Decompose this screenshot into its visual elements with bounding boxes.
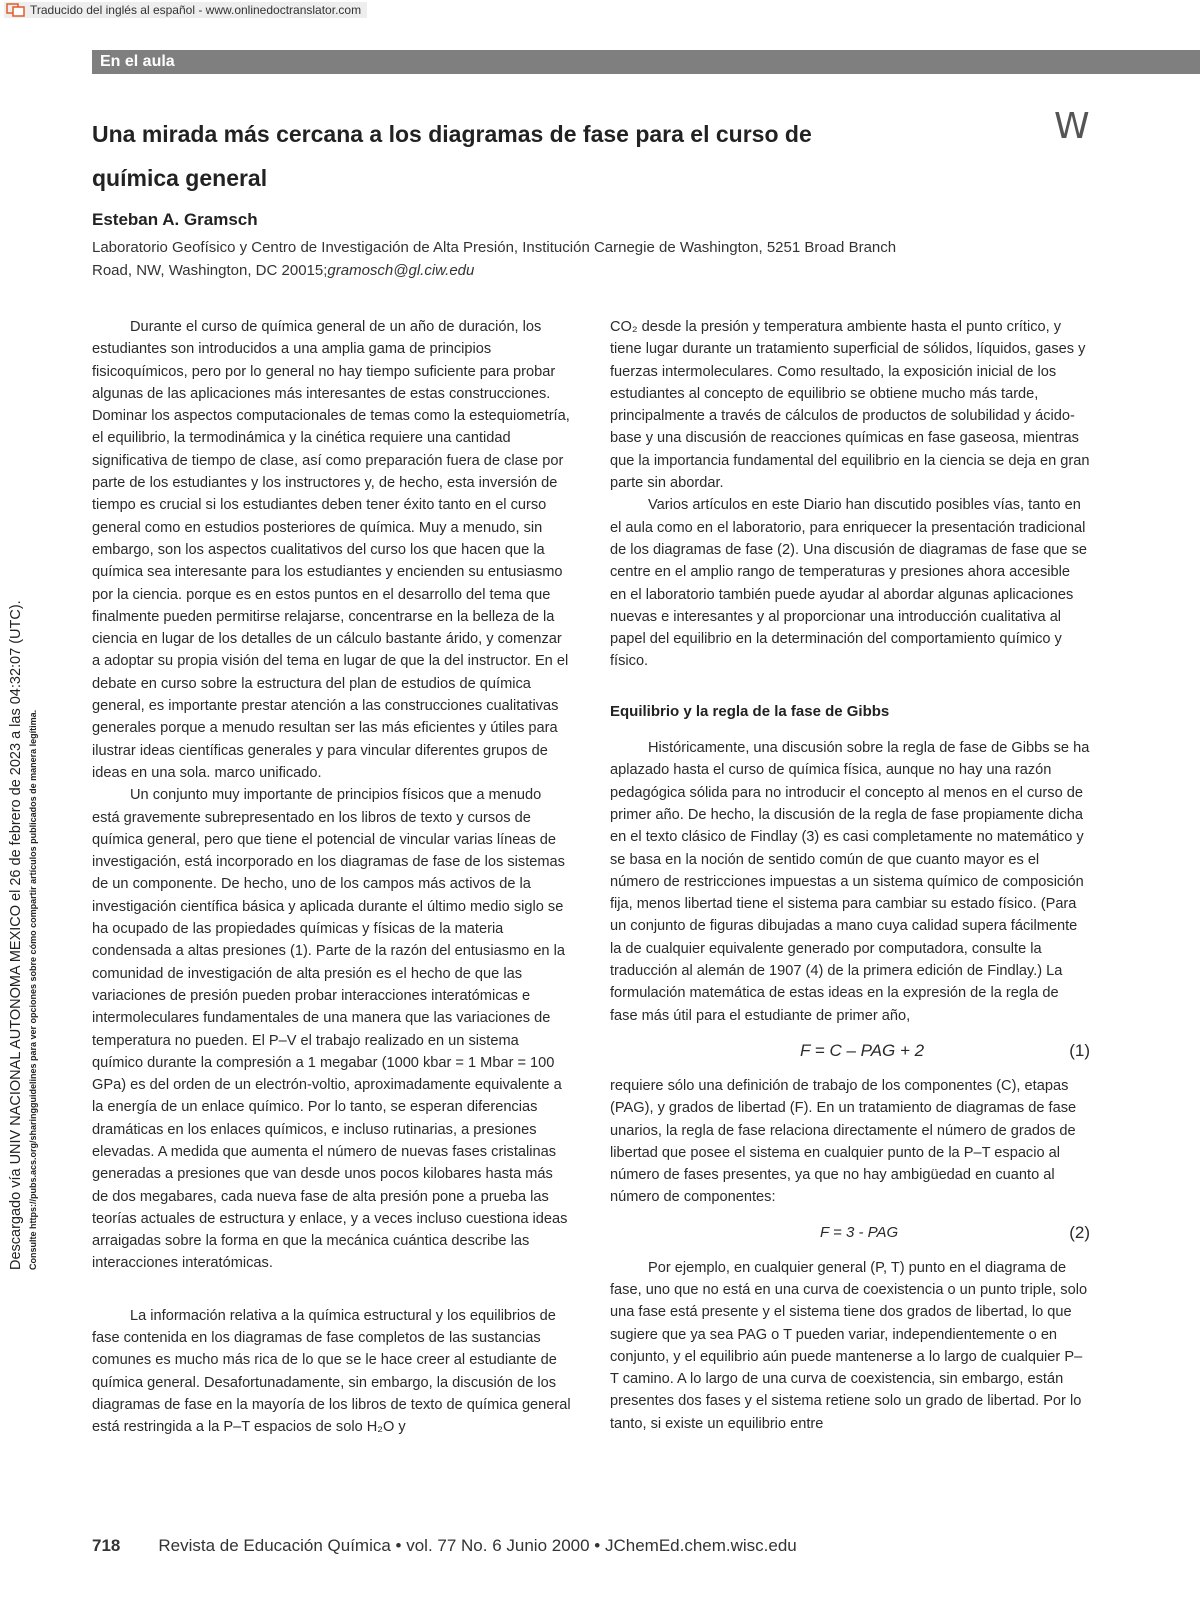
left-column: [92, 316, 572, 1439]
right-paragraph-1: CO₂ desde la presión y temperatura ambiente hasta el punto crítico, y tiene lugar durante un tratamiento superficial de sólidos, líquidos, gases y fuerzas intermoleculares. Como resultado, la exposición inicial de los estudiantes al concepto de equilibrio se obtiene mucho más tarde, principalmente a través de cálculos de productos de solubilidad y ácido-base y una discusión de reacciones químicas en fase gaseosa, mientras que la importancia fundamental del equilibrio en la ciencia se deja en gran parte sin abordar.: [610, 319, 1090, 492]
right-paragraph-4: requiere sólo una definición de trabajo de los componentes (C), etapas (PAG), y grados de libertad (F). En un tratamiento de diagramas de fase unarios, la regla de fase relaciona directamente el número de grados de libertad que posee el sistema en cualquier punto de la P–T espacio al número de fases presentes, ya que no hay ambigüedad en cuanto al número de componentes:: [610, 1077, 1077, 1206]
page-number: 718: [92, 1536, 121, 1555]
section-heading: Equilibrio y la regla de la fase de Gibbs: [610, 702, 890, 720]
equation-2: [610, 1211, 1090, 1255]
affiliation-text: Laboratorio Geofísico y Centro de Investigación de Alta Presión, Institución Carnegie de Washington, 5251 Broad Branch Road, NW, Washington, DC 20015;: [92, 239, 897, 279]
right-paragraph-2: Varios artículos en este Diario han discutido posibles vías, tanto en el aula como en el laboratorio, para enriquecer la presentación tradicional de los diagramas de fase (2). Una discusión de diagramas de fase que se centre en el amplio rango de temperaturas y presiones ahora accesible en el laboratorio también puede ayudar al abordar algunas aplicaciones nuevas e interesantes y al proporcionar una introducción cualitativa al papel del equilibrio en la determinación del comportamiento químico y físico.: [610, 497, 1088, 670]
journal-citation[interactable]: Revista de Educación Química • vol. 77 No. 6 Junio 2000 • JChemEd.chem.wisc.edu: [158, 1536, 797, 1555]
equation-2-number: (2): [1069, 1222, 1090, 1242]
section-label: En el aula: [92, 50, 1200, 74]
translation-banner[interactable]: [4, 2, 367, 18]
affiliation: [92, 236, 922, 282]
left-paragraph-2: Un conjunto muy importante de principios físicos que a menudo está gravemente subrepresentado en los libros de texto y cursos de química general, pero que tiene el potencial de vincular varias líneas de investigación, está incorporado en los diagramas de fase de los sistemas de un componente. De hecho, uno de los campos más activos de la investigación científica básica y aplicada durante el último medio siglo se ha ocupado de las propiedades químicas y físicas de la materia condensada a altas presiones (1). Parte de la razón del entusiasmo en la comunidad de investigación de alta presión es el hecho de que las variaciones de presión pueden probar interacciones interatómicas e intermoleculares fundamentales de una manera que las variaciones de temperatura no pueden. El P–V el trabajo realizado en un sistema químico durante la compresión a 1 megabar (1000 kbar = 1 Mbar = 100 GPa) es del orden de un electrón-voltio, aproximadamente equivalente a la energía de un enlace químico. Por lo tanto, se esperan diferencias dramáticas en los enlaces químicos, e incluso rutinarias, a presiones elevadas. A medida que aumenta el número de nuevas fases cristalinas generadas a presiones que van desde unos pocos kilobares hasta más de dos megabares, cada nueva fase de alta presión pone a prueba las teorías actuales de estructura y enlace, y a veces incluso cuestiona ideas arraigadas sobre la forma en que la mecánica cuántica describe las interacciones interatómicas.: [92, 787, 568, 1272]
right-paragraph-3: Históricamente, una discusión sobre la regla de fase de Gibbs se ha aplazado hasta el curso de química física, aunque no hay una razón pedagógica sólida para no introducir el concepto al menos en el curso de primer año. De hecho, la discusión de la regla de fase propiamente dicha en el texto clásico de Findlay (3) es casi completamente no matemático y se basa en la noción de sentido común de que cuanto mayor es el número de restricciones impuestas a un sistema químico de composición fija, menos libertad tiene el sistema para cambiar su estado físico. (Para un conjunto de figuras dibujadas a mano cuya calidad supera fácilmente la de cualquier equivalente generado por computadora, consulte la traducción al alemán de 1907 (4) de la primera edición de Findlay.) La formulación matemática de estas ideas en la expresión de la regla de fase más útil para el estudiante de primer año,: [610, 740, 1090, 1024]
web-enhanced-icon: W: [1054, 106, 1090, 147]
banner-text: Traducido del inglés al español - www.onlinedoctranslator.com: [30, 3, 362, 17]
author-name: Esteban A. Gramsch: [92, 210, 258, 229]
translate-icon: [6, 3, 26, 17]
page-footer: [92, 1536, 797, 1556]
equation-2-expression: F = 3 - PAG: [820, 1223, 899, 1241]
right-column: [610, 316, 1090, 1435]
right-paragraph-5: Por ejemplo, en cualquier general (P, T) punto en el diagrama de fase, uno que no está en una curva de coexistencia o un punto triple, solo una fase está presente y el sistema tiene dos grados de libertad, lo que sugiere que ya sea PAG o T pueden variar, independientemente o en conjunto, y el equilibrio aún puede mantenerse a lo largo de cualquier P–T camino. A lo largo de una curva de coexistencia, sin embargo, están presentes dos fases y el sistema retiene solo un grado de libertad. Por lo tanto, si existe un equilibrio entre: [610, 1259, 1088, 1432]
equation-1-number: (1): [1069, 1040, 1090, 1060]
download-notice-line2: Consulte https://pubs.acs.org/sharingguidelines para ver opciones sobre cómo compartir artículos publicados de manera legítima.: [28, 709, 38, 1270]
author-email[interactable]: gramosch@gl.ciw.edu: [327, 262, 475, 279]
left-paragraph-3: La información relativa a la química estructural y los equilibrios de fase contenida en los diagramas de fase completos de las sustancias comunes es mucho más rica de lo que se le hace creer al estudiante de química general. Desafortunadamente, sin embargo, la discusión de los diagramas de fase en la mayoría de los libros de texto de química general está restringida a la P–T espacios de solo H₂O y: [92, 1307, 571, 1436]
equation-1: [610, 1029, 1090, 1073]
download-notice-line1: Descargado vía UNIV NACIONAL AUTONOMA MEXICO el 26 de febrero de 2023 a las 04:32:07 (UTC).: [8, 600, 24, 1270]
left-paragraph-1: Durante el curso de química general de un año de duración, los estudiantes son introducidos a una amplia gama de principios fisicoquímicos, pero por lo general no hay tiempo suficiente para probar algunas de las aplicaciones más interesantes de estas construcciones. Dominar los aspectos computacionales de temas como la estequiometría, el equilibrio, la termodinámica y la cinética requiere una cantidad significativa de tiempo de clase, así como preparación fuera de clase por parte de los estudiantes y los instructores y, de hecho, esta inversión de tiempo es crucial si los estudiantes deben tener éxito tanto en el curso general como en estudios posteriores de química. Muy a menudo, sin embargo, son los aspectos cualitativos del curso los que hacen que la química sea interesante para los estudiantes y encienden su entusiasmo por la ciencia. porque es en estos puntos en el desarrollo del tema que finalmente pueden permitirse relajarse, concentrarse en la belleza de la ciencia en lugar de los detalles de un cálculo bastante árido, y comenzar a adoptar su propia visión del tema en lugar de que la del instructor. En el debate en curso sobre la estructura del plan de estudios de química general, es importante prestar atención a las construcciones cualitativas generales porque a menudo resultan ser las más eficientes y útiles para ilustrar ideas científicas generales y para vincular diferentes grupos de ideas en una sola. marco unificado.: [92, 319, 570, 781]
equation-1-expression: F = C – PAG + 2: [800, 1040, 925, 1060]
article-title: Una mirada más cercana a los diagramas de fase para el curso de química general: [92, 121, 812, 191]
